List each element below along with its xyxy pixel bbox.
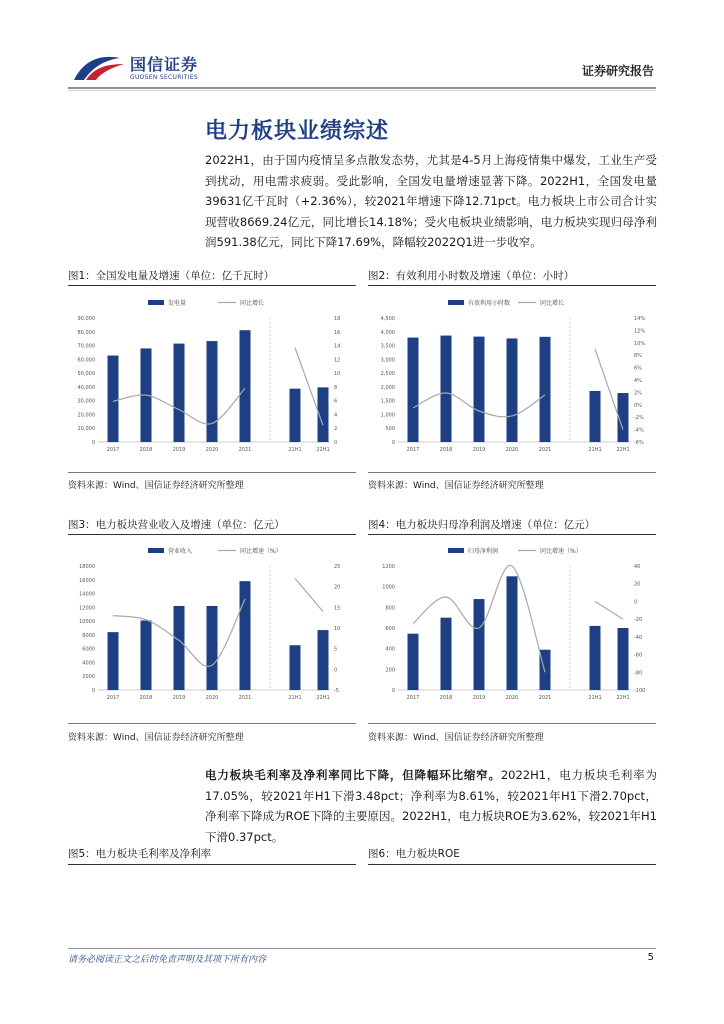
y2-tick-label: 14 bbox=[334, 343, 341, 350]
y-tick-label: 4000 bbox=[82, 660, 95, 667]
bar-2019 bbox=[174, 606, 185, 690]
y-tick-label: 2000 bbox=[82, 674, 95, 681]
logo-text: 国信证券 bbox=[130, 55, 199, 74]
bar-2018 bbox=[141, 620, 152, 690]
y2-tick-label: 16 bbox=[334, 329, 341, 336]
growth-line-half-year bbox=[295, 578, 323, 611]
y-tick-label: 3,000 bbox=[380, 357, 395, 364]
y-tick-label: 0 bbox=[91, 440, 95, 446]
bar-2019 bbox=[174, 344, 185, 442]
x-tick-label: 2018 bbox=[439, 447, 453, 453]
bar-2017 bbox=[108, 356, 119, 442]
x-tick-label: 2019 bbox=[472, 447, 486, 453]
bar-2020 bbox=[207, 606, 218, 690]
y2-tick-label: 6 bbox=[334, 398, 338, 405]
bar-2021 bbox=[240, 330, 251, 442]
x-tick-label: 2020 bbox=[505, 695, 519, 701]
legend-bar-swatch bbox=[448, 548, 464, 553]
x-tick-label: 22H1 bbox=[316, 695, 330, 701]
legend-line-label: 同比增速（%） bbox=[540, 548, 582, 555]
y-tick-label: 80,000 bbox=[77, 329, 95, 336]
y2-tick-label: 0 bbox=[334, 440, 338, 446]
y-tick-label: 10000 bbox=[79, 619, 95, 626]
y-tick-label: 200 bbox=[385, 667, 395, 674]
x-tick-label: 2020 bbox=[505, 447, 519, 453]
chart-revenue bbox=[68, 540, 356, 716]
y-tick-label: 90,000 bbox=[77, 316, 95, 322]
figure-5-top-rule bbox=[68, 864, 356, 865]
y2-tick-label: -60 bbox=[634, 652, 643, 659]
y2-tick-label: -5 bbox=[334, 688, 339, 694]
y2-tick-label: 0% bbox=[634, 402, 642, 409]
footer-divider bbox=[68, 948, 656, 949]
legend-bar-label: 归母净利润 bbox=[468, 548, 499, 555]
figure-6-top-rule bbox=[368, 864, 656, 865]
margin-paragraph-lead: 电力板块毛利率及净利率同比下降，但降幅环比缩窄。 bbox=[205, 768, 501, 782]
figure-2-source: 资料来源：Wind、国信证券经济研究所整理 bbox=[368, 481, 544, 491]
y-tick-label: 800 bbox=[385, 605, 395, 612]
legend-line-label: 同比增长 bbox=[540, 300, 565, 307]
y2-tick-label: 0 bbox=[634, 599, 638, 606]
bar-2018 bbox=[441, 336, 452, 442]
x-tick-label: 2018 bbox=[139, 447, 153, 453]
y-tick-label: 4,000 bbox=[380, 329, 395, 336]
bar-2020 bbox=[507, 576, 518, 690]
x-tick-label: 22H1 bbox=[616, 695, 630, 701]
legend-bar-label: 发电量 bbox=[168, 300, 187, 307]
y2-tick-label: 2 bbox=[334, 426, 338, 433]
y-tick-label: 1200 bbox=[382, 564, 395, 570]
y-tick-label: 1000 bbox=[382, 584, 395, 591]
y-tick-label: 70,000 bbox=[77, 343, 95, 350]
y-tick-label: 12000 bbox=[79, 605, 95, 612]
bar-2020 bbox=[207, 341, 218, 442]
page-number: 5 bbox=[647, 952, 654, 963]
y-tick-label: 0 bbox=[391, 688, 395, 694]
y2-tick-label: -6% bbox=[634, 440, 644, 446]
figure-4-bottom-rule bbox=[368, 723, 656, 724]
x-tick-label: 2021 bbox=[238, 695, 252, 701]
figure-2-title: 图2：有效利用小时数及增速（单位：小时） bbox=[368, 270, 575, 282]
bar-21H1 bbox=[590, 626, 601, 690]
figure-4-source: 资料来源：Wind、国信证券经济研究所整理 bbox=[368, 733, 544, 743]
figure-2-bottom-rule bbox=[368, 472, 656, 473]
y-tick-label: 400 bbox=[385, 646, 395, 653]
bar-2019 bbox=[474, 599, 485, 690]
y2-tick-label: 40 bbox=[634, 564, 641, 570]
x-tick-label: 2017 bbox=[406, 447, 420, 453]
x-tick-label: 22H1 bbox=[616, 447, 630, 453]
figure-6-title: 图6：电力板块ROE bbox=[368, 848, 460, 860]
figure-5-title: 图5：电力板块毛利率及净利率 bbox=[68, 848, 212, 860]
bar-2020 bbox=[507, 338, 518, 442]
y2-tick-label: -20 bbox=[634, 617, 643, 624]
y-tick-label: 500 bbox=[385, 426, 395, 433]
y-tick-label: 14000 bbox=[79, 591, 95, 598]
x-tick-label: 2019 bbox=[172, 695, 186, 701]
y2-tick-label: 12% bbox=[634, 328, 646, 335]
y2-tick-label: 20 bbox=[634, 581, 641, 588]
figure-3-source: 资料来源：Wind、国信证券经济研究所整理 bbox=[68, 733, 244, 743]
figure-3-title: 图3：电力板块营业收入及增速（单位：亿元） bbox=[68, 519, 285, 531]
y2-tick-label: -80 bbox=[634, 670, 643, 677]
figure-1-top-rule bbox=[68, 285, 356, 286]
figure-2-top-rule bbox=[368, 285, 656, 286]
y2-tick-label: -100 bbox=[634, 688, 646, 694]
figure-3-bottom-rule bbox=[68, 723, 356, 724]
y2-tick-label: 0 bbox=[334, 667, 338, 674]
figure-3-top-rule bbox=[68, 534, 356, 535]
y-tick-label: 600 bbox=[385, 626, 395, 632]
figure-1-title: 图1：全国发电量及增速（单位：亿千瓦时） bbox=[68, 270, 275, 282]
y-tick-label: 50,000 bbox=[77, 371, 95, 378]
y-tick-label: 18000 bbox=[79, 564, 95, 570]
y2-tick-label: 8 bbox=[334, 384, 338, 391]
x-tick-label: 21H1 bbox=[588, 447, 602, 453]
y-tick-label: 60,000 bbox=[77, 357, 95, 364]
y2-tick-label: 4 bbox=[334, 412, 338, 419]
y2-tick-label: 12 bbox=[334, 357, 341, 364]
y2-tick-label: 8% bbox=[634, 353, 642, 360]
y2-tick-label: -2% bbox=[634, 415, 644, 422]
y-tick-label: 16000 bbox=[79, 577, 95, 584]
legend-line-label: 同比增速（%） bbox=[240, 548, 282, 555]
bar-2021 bbox=[240, 581, 251, 690]
y2-tick-label: 18 bbox=[334, 316, 341, 322]
y-tick-label: 20,000 bbox=[77, 412, 95, 419]
bar-22H1 bbox=[618, 628, 629, 690]
y2-tick-label: 6% bbox=[634, 365, 642, 372]
bar-2019 bbox=[474, 337, 485, 442]
intro-paragraph: 2022H1，由于国内疫情呈多点散发态势，尤其是4-5月上海疫情集中爆发，工业生产受到扰动，用电需求疲弱。受此影响，全国发电量增速显著下降。2022H1，全国发电量39631亿千瓦时（+2.36%），较2021年增速下降12.71pct。电力板块上市公司合计实现营收8669.24亿元，同比增长14.18%；受火电板块业绩影响，电力板块实现归母净利润591.38亿元，同比下降17.69%，降幅较2022Q1进一步收窄。 bbox=[205, 153, 657, 249]
x-tick-label: 2021 bbox=[238, 447, 252, 453]
y-tick-label: 1,500 bbox=[380, 398, 395, 405]
bar-2018 bbox=[441, 618, 452, 690]
bar-21H1 bbox=[290, 645, 301, 690]
y2-tick-label: 20 bbox=[334, 584, 341, 591]
y-tick-label: 6000 bbox=[82, 646, 95, 653]
bar-2017 bbox=[108, 632, 119, 690]
x-tick-label: 2017 bbox=[406, 695, 420, 701]
y-tick-label: 0 bbox=[91, 688, 95, 694]
y-tick-label: 4,500 bbox=[380, 316, 395, 322]
bar-22H1 bbox=[318, 630, 329, 690]
y2-tick-label: 10 bbox=[334, 626, 341, 632]
margin-paragraph-body: 2022H1，电力板块毛利率为17.05%，较2021年H1下滑3.48pct；净利率为8.61%，较2021年H1下滑2.70pct，净利率下降成为ROE下降的主要原因。2022H1，电力板块ROE为3.62%，较2021年H1下滑0.37pct。 bbox=[205, 768, 657, 844]
margin-paragraph bbox=[205, 765, 657, 847]
x-tick-label: 21H1 bbox=[288, 447, 302, 453]
y2-tick-label: 10 bbox=[334, 371, 341, 378]
figure-4-title: 图4：电力板块归母净利润及增速（单位：亿元） bbox=[368, 519, 596, 531]
x-tick-label: 2018 bbox=[439, 695, 453, 701]
x-tick-label: 2017 bbox=[106, 695, 120, 701]
legend-bar-label: 营业收入 bbox=[168, 548, 193, 555]
x-tick-label: 2020 bbox=[205, 695, 219, 701]
legend-bar-label: 有效利用小时数 bbox=[468, 300, 511, 307]
x-tick-label: 22H1 bbox=[316, 447, 330, 453]
y-tick-label: 40,000 bbox=[77, 384, 95, 391]
logo-subtext: GUOSEN SECURITIES bbox=[130, 74, 199, 81]
y-tick-label: 3,500 bbox=[380, 343, 395, 350]
figure-1-bottom-rule bbox=[68, 472, 356, 473]
x-tick-label: 2017 bbox=[106, 447, 120, 453]
bar-2017 bbox=[408, 338, 419, 442]
legend-line-label: 同比增长 bbox=[240, 300, 265, 307]
x-tick-label: 21H1 bbox=[288, 695, 302, 701]
x-tick-label: 2021 bbox=[538, 695, 552, 701]
y2-tick-label: 14% bbox=[634, 316, 646, 322]
y2-tick-label: 4% bbox=[634, 378, 642, 384]
growth-line-half-year bbox=[595, 601, 623, 619]
y-tick-label: 10,000 bbox=[77, 426, 95, 433]
guosen-logo-icon bbox=[70, 52, 126, 84]
header-divider-thin bbox=[68, 90, 656, 91]
figure-1-source: 资料来源：Wind、国信证券经济研究所整理 bbox=[68, 481, 244, 491]
y2-tick-label: 10% bbox=[634, 340, 646, 347]
y-tick-label: 2,000 bbox=[380, 384, 395, 391]
legend-bar-swatch bbox=[448, 300, 464, 305]
y2-tick-label: 15 bbox=[334, 605, 341, 612]
y-tick-label: 30,000 bbox=[77, 398, 95, 405]
y2-tick-label: 25 bbox=[334, 564, 341, 570]
header-divider bbox=[68, 87, 656, 89]
legend-bar-swatch bbox=[148, 300, 164, 305]
y-tick-label: 2,500 bbox=[380, 371, 395, 378]
bar-2017 bbox=[408, 634, 419, 690]
x-tick-label: 2021 bbox=[538, 447, 552, 453]
y2-tick-label: -4% bbox=[634, 427, 644, 434]
x-tick-label: 21H1 bbox=[588, 695, 602, 701]
x-tick-label: 2019 bbox=[172, 447, 186, 453]
figure-4-top-rule bbox=[368, 534, 656, 535]
y-tick-label: 0 bbox=[391, 440, 395, 446]
chart-net-profit bbox=[368, 540, 656, 716]
bar-21H1 bbox=[290, 389, 301, 442]
report-type-label: 证券研究报告 bbox=[581, 64, 654, 78]
legend-bar-swatch bbox=[148, 548, 164, 553]
x-tick-label: 2018 bbox=[139, 695, 153, 701]
chart-utilization-hours bbox=[368, 292, 656, 468]
y-tick-label: 1,000 bbox=[380, 412, 395, 419]
disclaimer-note: 请务必阅读正文之后的免责声明及其项下所有内容 bbox=[68, 955, 267, 965]
x-tick-label: 2019 bbox=[472, 695, 486, 701]
bar-21H1 bbox=[590, 391, 601, 442]
x-tick-label: 2020 bbox=[205, 447, 219, 453]
y2-tick-label: -40 bbox=[634, 634, 643, 641]
section-title: 电力板块业绩综述 bbox=[205, 119, 390, 144]
chart-generation bbox=[68, 292, 356, 468]
y2-tick-label: 2% bbox=[634, 390, 642, 397]
y-tick-label: 8000 bbox=[82, 632, 95, 639]
y2-tick-label: 5 bbox=[334, 646, 338, 653]
bar-2021 bbox=[540, 337, 551, 442]
